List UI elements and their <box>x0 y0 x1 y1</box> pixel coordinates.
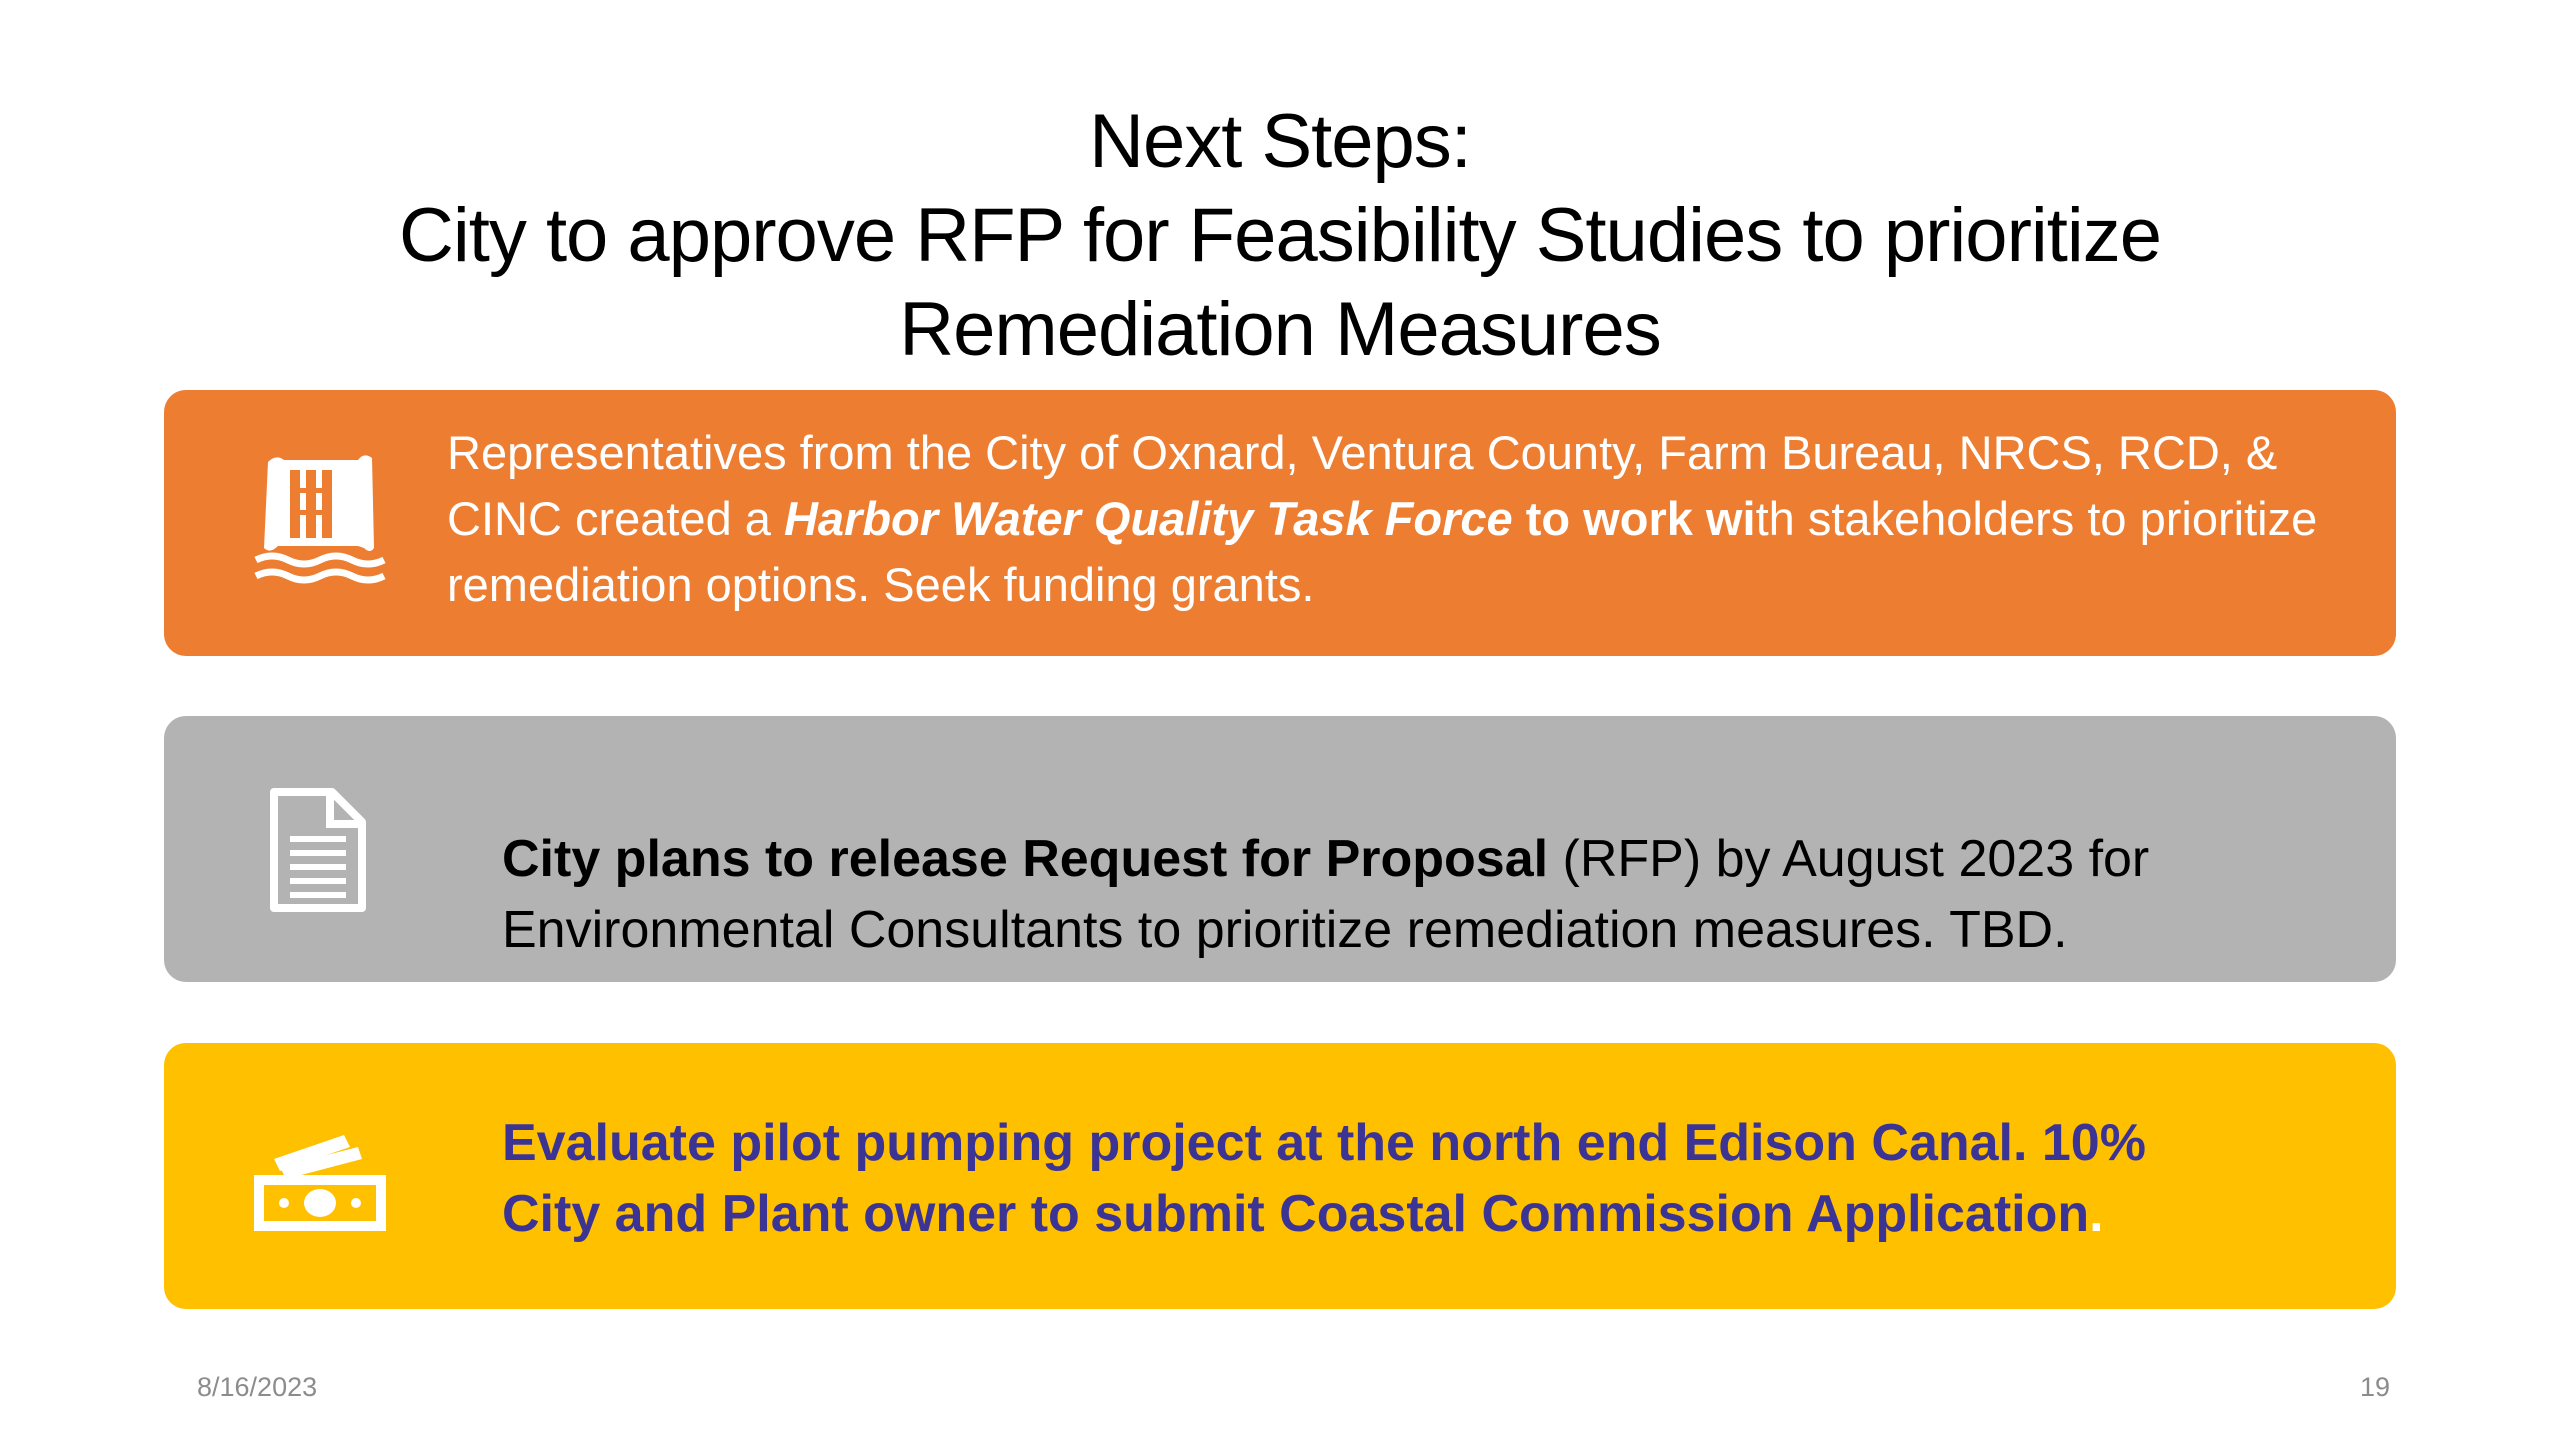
rfp-card <box>164 716 2396 982</box>
pilot-project-card <box>164 1043 2396 1309</box>
money-icon <box>250 1125 390 1235</box>
task-force-text: Representatives from the City of Oxnard, Ventura County, Farm Bureau, NRCS, RCD, & CINC created a Harbor Water Quality Task Force to work with stakeholders to prioritize remediation options. Seek funding grants. <box>447 426 2318 611</box>
footer-date: 8/16/2023 <box>197 1372 318 1402</box>
rfp-text: City plans to release Request for Proposal (RFP) by August 2023 for Environmental Consultants to prioritize remediation measures. TBD. <box>502 830 2150 959</box>
dam-water-icon <box>254 450 386 586</box>
task-force-card <box>164 390 2396 656</box>
pilot-project-text: Evaluate pilot pumping project at the north end Edison Canal. 10% City and Plant owner to submit Coastal Commission Application. <box>502 1114 2146 1243</box>
slide-title <box>0 95 2560 377</box>
title-line-3: Remediation Measures <box>899 287 1661 372</box>
title-line-2: City to approve RFP for Feasibility Studies to prioritize <box>398 193 2162 278</box>
title-line-1: Next Steps: <box>1089 99 1471 184</box>
document-icon <box>268 788 368 912</box>
footer-page-number: 19 <box>2359 1372 2390 1402</box>
